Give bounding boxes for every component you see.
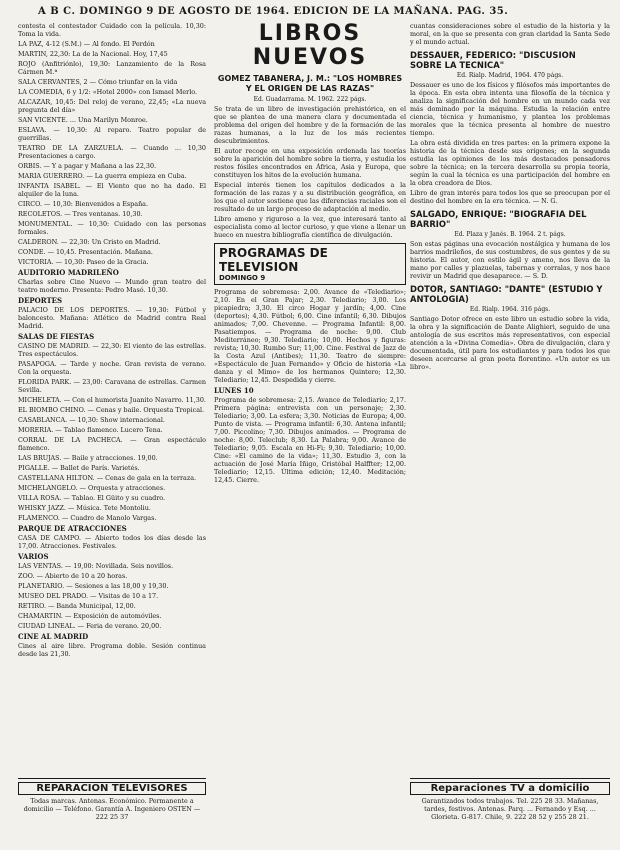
paragraph: RECOLETOS. — Tres ventanas. 10,30. — [18, 210, 143, 218]
review-imprint: Ed. Rialp. Madrid, 1964. 470 págs. — [456, 72, 564, 79]
review-imprint: Ed. Rialp. 1964. 316 págs. — [469, 306, 551, 313]
paragraph: CHAMARTIN. — Exposición de automóviles. — [18, 612, 162, 620]
paragraph: CALDERON. — 22,30: Un Cristo en Madrid. — [18, 238, 161, 246]
paragraph: CASTELLANA HILTON. — Cenas de gala en la terraza. — [18, 474, 197, 482]
paragraph: PALACIO DE LOS DEPORTES. — 19,30: Fútbol y baloncesto. Mañana: Atlético de Madrid contra Real Madrid. — [18, 306, 206, 330]
paragraph: SALA CERVANTES, 2 — Cómo triunfar en la vida — [18, 78, 178, 86]
paragraph: CASINO DE MADRID. — 22,30: El viento de las estrellas. Tres espectáculos. — [18, 342, 206, 358]
masthead: A B C. DOMINGO 9 DE AGOSTO DE 1964. EDICION DE LA MAÑANA. PAG. 35. — [38, 6, 509, 17]
paragraph: MICHELANGELO. — Orquesta y atracciones. — [18, 484, 166, 492]
tv-title: PROGRAMAS DE TELEVISION — [219, 246, 328, 274]
review-body — [410, 81, 610, 205]
paragraph: LA PAZ, 4-12 (S.M.) — Al fondo. El Perdón — [18, 40, 155, 48]
review-body — [214, 105, 406, 239]
listings-block — [18, 22, 206, 266]
paragraph: SAN VICENTE. ... Una Marilyn Monroe. — [18, 116, 148, 124]
paragraph: PLANETARIO. — Sesiones a las 18,00 y 19,30. — [18, 582, 169, 590]
paragraph: LA COMEDIA, 6 y 1/2: «Hotel 2000» con Ismael Merlo. — [18, 88, 198, 96]
section-heading: AUDITORIO MADRILEÑO — [18, 268, 119, 277]
paragraph: FLAMENCO. — Cuadro de Manolo Vargas. — [18, 514, 157, 522]
tv-listing: Programa de sobremesa: 2,00. Avance de «Telediario»; 2,10. En el Gran Pajar; 2,30. Telediario; 3,00. Los picapiedra; 3,30. El circo Hogar y jardín; 4,00. Cine (deportes); 4,30. Fútbol; 6,00. Cine infantil; 6,30. Dibujos animados; 7,00. Chevenne. — Programa Infantil: 8,00. Pasatiempos. — Programa de noche: 9,00. Club Mediterráneo; 9,30. Telediario; 10,00. Hechos y figuras: revista; 10,30. Rumbo Sur; 11,00. Cine. Festival de Jazz de la Costa Azul (Antibes); 11,30. Teatro de siempre: «Espectáculo de Juan Fernando» y Oficio de historia «La danza y el Mimo» de los hermanos Quintero; 12,30. Telediario; 12,45. Despedida y cierre. — [214, 288, 406, 384]
paragraph: MARTIN, 22,30: La de la Nacional. Hoy, 17,45 — [18, 50, 168, 58]
book-imprint: Ed. Guadarrama. M. 1962. 222 págs. — [253, 96, 367, 103]
paragraph: LAS VENTAS. — 19,00: Novillada. Seis novillos. — [18, 562, 174, 570]
section-heading: CINE AL MADRID — [18, 632, 89, 641]
paragraph: INFANTA ISABEL. — El Viento que no ha dado. El alquiler de la luna. — [18, 182, 206, 198]
paragraph: ORBIS. — Y a pagar y Mañana a las 22,30. — [18, 162, 157, 170]
paragraph: Libro ameno y riguroso a la vez, que interesará tanto al especialista como al lector curioso, y que viene a llenar un hueco en nuestra bibliografía científica de divulgación. — [214, 215, 406, 239]
paragraph: Son estas páginas una evocación nostálgica y humana de los barrios madrileños, de sus costumbres, de sus gentes y de su historia. El autor, con estilo ágil y ameno, nos lleva de la mano por calles y plazuelas, tabernas y corralas, y nos hace revivir un Madrid que desaparece. — S. D. — [410, 240, 610, 280]
paragraph: Cines al aire libre. Programa doble. Sesión continua desde las 21,30. — [18, 642, 206, 658]
paragraph: contesta el contestador Cuidado con la película. 10,30: Toma la vida. — [18, 22, 206, 38]
section-heading: SALAS DE FIESTAS — [18, 332, 95, 341]
paragraph: WHISKY JAZZ. — Música. Tete Montoliu. — [18, 504, 151, 512]
paragraph: MICHELETA. — Con el humorista Juanito Navarro. 11,30. — [18, 396, 206, 404]
ad-body: Garantizados todos trabajos. Tel. 225 28 33. Mañanas, tardes, festivos. Antenas. Parq. ... Fernando y Esq. ... Glorieta. G-817. Chile, 9. 222 28 52 y 255 28 21. — [421, 797, 599, 821]
books-tv-column — [214, 22, 406, 842]
section-heading: PARQUE DE ATRACCIONES — [18, 524, 127, 533]
paragraph: ROJO (Anfitriónlo), 19,30: Lanzamiento de la Rosa Cármen M.ª — [18, 60, 206, 76]
paragraph: ZOO. — Abierto de 10 a 20 horas. — [18, 572, 128, 580]
paragraph: FLORIDA PARK. — 23,00: Caravana de estrellas. Carmen Sevilla. — [18, 378, 206, 394]
paragraph: RETIRO. — Banda Municipal, 12,00. — [18, 602, 136, 610]
paragraph: cuantas consideraciones sobre el estudio de la historia y la moral, en la que se presenta con gran claridad la Santa Sede y el mundo actual. — [410, 22, 610, 46]
paragraph: Libro de gran interés para todos los que se preocupan por el destino del hombre en la era técnica. — N. G. — [410, 189, 610, 205]
paragraph: VILLA ROSA. — Tablao. El Güito y su cuadro. — [18, 494, 166, 502]
paragraph: Dessauer es uno de los físicos y filósofos más importantes de la época. En esta obra intenta una filosofía de la técnica y analiza la significación del hombre en un mundo cada vez más dominado por la máquina. Estudia la relación entre ciencia, técnica y humanismo, y plantea los problemas morales que la técnica presenta al hombre de nuestro tiempo. — [410, 81, 610, 137]
listings-block — [18, 562, 206, 630]
paragraph: Santiago Dotor ofrece en este libro un estudio sobre la vida, la obra y la significación de Dante Alighieri, seguido de una antología de sus escritos más representativos, con especial atención a la «Divina Comedia». Obra de divulgación, clara y documentada, útil para los estudiantes y para todos los que deseen acercarse al gran poeta florentino. «Un autor es un libro». — [410, 315, 610, 371]
paragraph: Especial interés tienen los capítulos dedicados a la formación de las razas y a su distribución geográfica, en los que el autor sostiene que las diferencias raciales son el resultado de un largo proceso de adaptación al medio. — [214, 181, 406, 213]
paragraph: LAS BRUJAS. — Baile y atracciones. 19,00. — [18, 454, 158, 462]
review-imprint: Ed. Plaza y Janés. B. 1964. 2 t. págs. — [454, 231, 566, 238]
advertisement — [410, 778, 610, 821]
paragraph: El autor recoge en una exposición ordenada las teorías sobre la aparición del hombre sobre la tierra, y estudia los restos fósiles encontrados en África, Asia y Europa, que constituyen los hitos de la evolución humana. — [214, 147, 406, 179]
paragraph: MORERIA. — Tablao flamenco. Lucero Tena. — [18, 426, 163, 434]
listings-block — [18, 342, 206, 522]
paragraph: CASABLANCA. — 10,30: Show internacional. — [18, 416, 165, 424]
reviews-column — [410, 22, 610, 842]
paragraph: MARIA GUERRERO. — La guerra empieza en Cuba. — [18, 172, 187, 180]
paragraph: EL BIOMBO CHINO. — Cenas y baile. Orquesta Tropical. — [18, 406, 205, 414]
review-heading: SALGADO, ENRIQUE: "BIOGRAFIA DEL BARRIO" — [410, 209, 587, 229]
paragraph: VICTORIA. — 10,30: Paseo de la Gracia. — [18, 258, 149, 266]
paragraph: PASAPOGA. — Tarde y noche. Gran revista de verano. Con la orquesta. — [18, 360, 206, 376]
tv-header-box — [214, 243, 406, 285]
paragraph: TEATRO DE LA ZARZUELA. — Cuando ... 10,30 Presentaciones a cargo. — [18, 144, 206, 160]
paragraph: ESLAVA. — 10,30: Al reparo. Teatro popular de guerrillas. — [18, 126, 206, 142]
section-heading: DEPORTES — [18, 296, 63, 305]
paragraph: La obra está dividida en tres partes: en la primera expone la historia de la técnica desde sus orígenes; en la segunda estudia las opiniones de los más destacados pensadores sobre la técnica; en la tercera desarrolla su propia teoría, según la cual la técnica es una participación del hombre en la obra creadora de Dios. — [410, 139, 610, 187]
section-title: LIBROS NUEVOS — [252, 22, 368, 70]
paragraph: CIUDAD LINEAL. — Feria de verano. 20,00. — [18, 622, 162, 630]
tv-listing: Programa de sobremesa: 2,15. Avance de Telediario; 2,17. Primera página: entrevista con un personaje; 2,30. Telediario; 3,00. La esfera; 3,30. Noticias de Europa; 4,00. Punto de vista. — Programa infantil: 6,30. Antena infantil; 7,00. Piccolino; 7,30. Dibujos animados. — Programa de noche: 8,00. Teleclub; 8,30. La Palabra; 9,00. Avance de Telediario; 9,05. Escala en Hi-Fi; 9,30. Telediario; 10,00. Cine: «El camino de la vida»; 11,30. Estudio 3, con la actuación de José María Iñigo, Cristóbal Halffter; 12,00. Telediario; 12,15. Última edición; 12,40. Meditación; 12,45. Cierre. — [214, 396, 406, 484]
paragraph: PIGALLE. — Ballet de París. Varietés. — [18, 464, 140, 472]
paragraph: CIRCO. — 10,30: Bienvenidos a España. — [18, 200, 149, 208]
paragraph: MUSEO DEL PRADO. — Visitas de 10 a 17. — [18, 592, 159, 600]
listings-column — [18, 22, 206, 842]
review-heading: DESSAUER, FEDERICO: "DISCUSION SOBRE LA TECNICA" — [410, 50, 576, 70]
paragraph: Charlas sobre Cine Nuevo — Mundo gran teatro del teatro moderno. Presenta: Pedro Masó. 10,30. — [18, 278, 206, 294]
paragraph: CONDE. — 10,45. Presentación. Mañana. — [18, 248, 153, 256]
tv-day: LUNES 10 — [214, 386, 254, 395]
ad-title: REPARACION TELEVISORES — [18, 782, 206, 795]
paragraph: MONUMENTAL. — 10,30: Cuidado con las personas formales. — [18, 220, 206, 236]
book-title: GOMEZ TABANERA, J. M.: "LOS HOMBRES Y EL ORIGEN DE LAS RAZAS" — [217, 74, 403, 93]
ad-title: Reparaciones TV a domicilio — [410, 782, 610, 795]
ad-body: Todas marcas. Antenas. Económico. Permanente a domicilio — Teléfono. Garantía A. Ingeniero OSTEN — 222 25 37 — [23, 797, 201, 821]
review-heading: DOTOR, SANTIAGO: "DANTE" (ESTUDIO Y ANTOLOGIA) — [410, 284, 603, 304]
paragraph: CORRAL DE LA PACHECA. — Gran espectáculo flamenco. — [18, 436, 206, 452]
paragraph: ALCAZAR, 10,45: Del reloj de verano, 22,45; «La nueva pregunta del día» — [18, 98, 206, 114]
paragraph: CASA DE CAMPO. — Abierto todos los días desde las 17,00. Atracciones. Festivales. — [18, 534, 206, 550]
section-heading: VARIOS — [18, 552, 49, 561]
paragraph: Se trata de un libro de investigación prehistórica, en el que se plantea de una manera clara y documentada el problema del origen del hombre y de la formación de las razas humanas, a la luz de los más recientes descubrimientos. — [214, 105, 406, 145]
advertisement — [18, 778, 206, 821]
tv-day: DOMINGO 9 — [219, 274, 266, 282]
